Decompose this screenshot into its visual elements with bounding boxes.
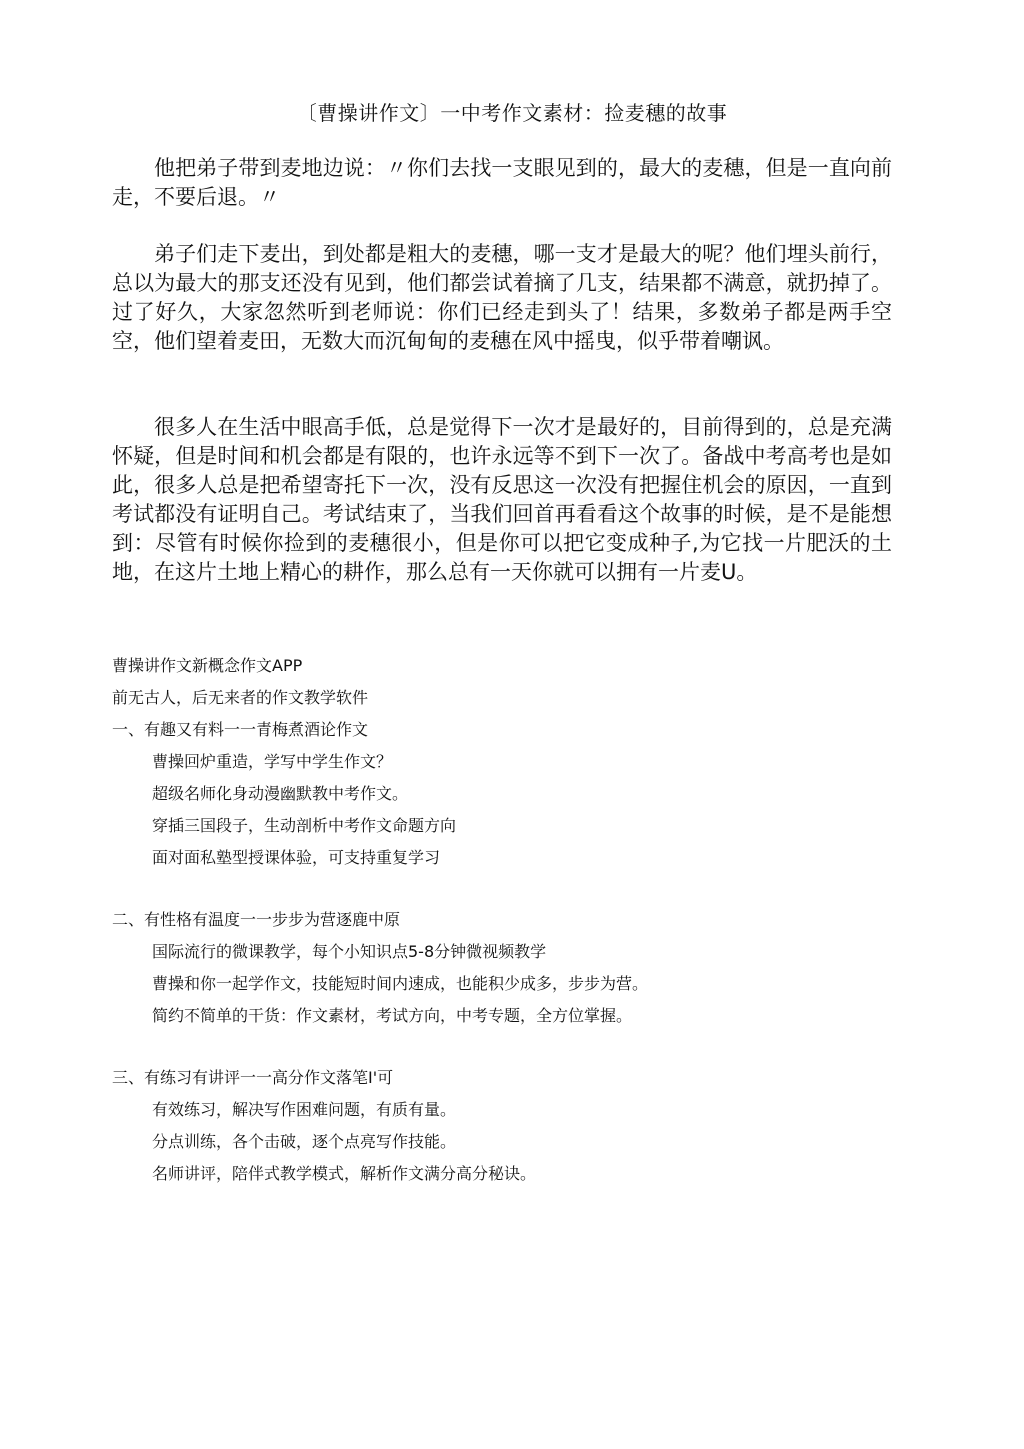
document-title: 〔曹操讲作文〕一中考作文素材：捡麦穗的故事: [296, 101, 728, 125]
app-name: 曹操讲作文新概念作文APP: [112, 656, 303, 675]
section-item: 面对面私塾型授课体验，可支持重复学习: [152, 848, 441, 867]
section-item: 简约不简单的干货：作文素材，考试方向，中考专题，全方位掌握。: [152, 1006, 633, 1025]
story-paragraph-3: 很多人在生活中眼高手低，总是觉得下一次才是最好的，目前得到的，总是充满怀疑，但是时间和机会都是有限的，也许永远等不到下一次了。备战中考高考也是如此，很多人总是把希望寄托下一次，没有反思这一次没有把握住机会的原因，一直到考试都没有证明自己。考试结束了，当我们回首再看看这个故事的时候，是不是能想到：尽管有时候你捡到的麦穗很小，但是你可以把它变成种子,为它找一片肥沃的土地，在这片土地上精心的耕作，那么总有一天你就可以拥有一片麦U。: [112, 415, 892, 584]
section-spacer: [112, 1032, 912, 1062]
section-item: 超级名师化身动漫幽默教中考作文。: [152, 784, 409, 803]
section-spacer: [112, 874, 912, 904]
section-heading: 一、有趣又有料一一青梅煮酒论作文: [112, 720, 369, 739]
app-tagline: 前无古人，后无来者的作文教学软件: [112, 688, 369, 707]
promo-section-3: [112, 1062, 912, 1190]
story-paragraph-1: 他把弟子带到麦地边说：〃你们去找一支眼见到的，最大的麦穗，但是一直向前走，不要后退。〃: [112, 156, 892, 209]
story-paragraph-2: 弟子们走下麦出，到处都是粗大的麦穗，哪一支才是最大的呢？他们埋头前行，总以为最大的那支还没有见到，他们都尝试着摘了几支，结果都不满意，就扔掉了。过了好久，大家忽然听到老师说：你们已经走到头了！结果，多数弟子都是两手空空，他们望着麦田，无数大而沉甸甸的麦穗在风中摇曳，似乎带着嘲讽。: [112, 242, 892, 353]
section-item: 名师讲评，陪伴式教学模式，解析作文满分高分秘诀。: [152, 1164, 537, 1183]
section-item: 曹操和你一起学作文，技能短时间内速成，也能积少成多，步步为营。: [152, 974, 649, 993]
promo-section-2: [112, 904, 912, 1032]
app-promo: [112, 650, 912, 1190]
section-heading: 三、有练习有讲评一一高分作文落笔I'可: [112, 1068, 394, 1087]
section-heading: 二、有性格有温度一一步步为营逐鹿中原: [112, 910, 401, 929]
section-item: 国际流行的微课教学，每个小知识点5-8分钟微视频教学: [152, 942, 547, 961]
section-item: 穿插三国段子，生动剖析中考作文命题方向: [152, 816, 457, 835]
promo-section-1: [112, 714, 912, 874]
section-item: 有效练习，解决写作困难问题，有质有量。: [152, 1100, 457, 1119]
section-item: 分点训练，各个击破，逐个点亮写作技能。: [152, 1132, 457, 1151]
section-item: 曹操回炉重造，学写中学生作文？: [152, 752, 393, 771]
